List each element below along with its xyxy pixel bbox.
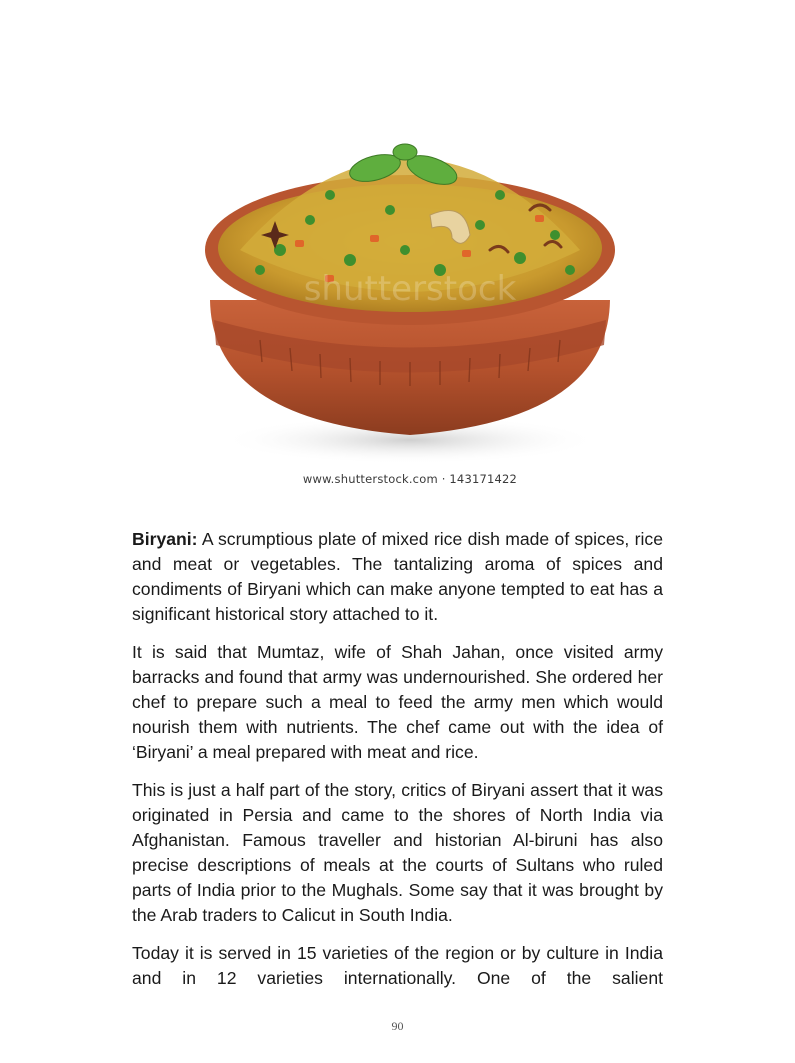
biryani-bowl-illustration <box>200 140 620 470</box>
paragraph-1-text: A scrumptious plate of mixed rice dish made of spices, rice and meat or vegetables. The tantalizing aroma of spices and condiments of Biryani which can make anyone tempted to eat has a significant historical story attached to it. <box>132 529 663 624</box>
biryani-image <box>200 140 620 495</box>
paragraph-4: Today it is served in 15 varieties of the region or by culture in India and in 12 varieties internationally. One of the salient <box>132 943 663 988</box>
paragraph-2: It is said that Mumtaz, wife of Shah Jahan, once visited army barracks and found that army was undernourished. She ordered her chef to prepare such a meal to feed the army men which would nourish them with nutrients. The chef came out with the idea of ‘Biryani’ a meal prepared with meat and rice. <box>132 642 663 762</box>
term-heading: Biryani: <box>132 529 198 549</box>
article-body <box>132 527 663 1004</box>
image-caption: www.shutterstock.com · 143171422 <box>302 472 518 486</box>
watermark-text: shutterstock <box>303 269 517 309</box>
paragraph-3: This is just a half part of the story, critics of Biryani assert that it was originated in Persia and came to the shores of North India via Afghanistan. Famous traveller and historian Al-biruni has also precise descriptions of meals at the courts of Sultans who ruled parts of India prior to the Mughals. Some say that it was brought by the Arab traders to Calicut in South India. <box>132 780 663 925</box>
paragraph-1 <box>132 527 663 627</box>
page-number: 90 <box>391 1019 404 1033</box>
